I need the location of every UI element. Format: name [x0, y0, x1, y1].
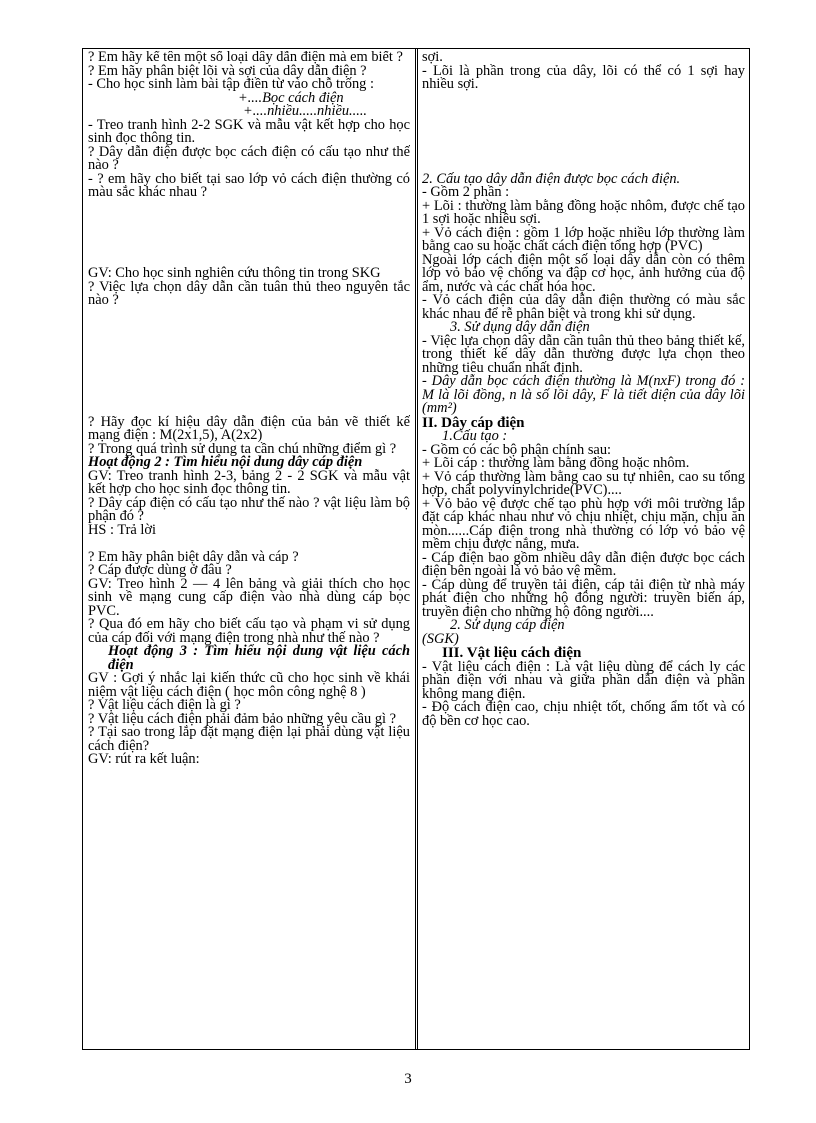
left-paragraph: - Cho học sinh làm bài tập điền từ vào chỗ trống :: [88, 76, 374, 92]
left-paragraph: GV: Treo hình 2 — 4 lên bảng và giải thích cho học sinh về mạng cung cấp điện vào nhà dùng cáp bọc PVC.: [88, 575, 410, 619]
right-paragraph: [422, 132, 745, 146]
right-paragraph: [422, 105, 745, 119]
content-column: [422, 51, 745, 1047]
left-paragraph: ? Dây dẫn điện được bọc cách điện có cấu tạo như thế nào ?: [88, 143, 410, 173]
right-paragraph: - Vật liệu cách điện : Là vật liệu dùng để cách ly các phần điện với nhau và giữa phần dẫn điện và phần không mang điện.: [422, 658, 745, 702]
left-paragraph: [88, 227, 410, 241]
right-paragraph: [422, 92, 745, 106]
left-paragraph: ? Tại sao trong lắp đặt mạng điện lại phải dùng vật liệu cách điện?: [88, 724, 410, 754]
left-paragraph: ? Em hãy phân biệt dây dẫn và cáp ?: [88, 548, 299, 565]
left-paragraph: Hoạt động 2 : Tìm hiểu nội dung dây cáp điện: [88, 454, 363, 470]
left-paragraph: [88, 240, 410, 254]
left-paragraph: ? Việc lựa chọn dây dẫn cần tuân thủ theo nguyên tắc nào ?: [88, 278, 410, 308]
right-paragraph: 2. Sử dụng cáp điện: [450, 617, 565, 633]
left-paragraph: ? Em hãy kể tên một số loại dây dẫn điện mà em biết ?: [88, 51, 403, 65]
right-paragraph: sợi.: [422, 51, 443, 65]
right-paragraph: III. Vật liệu cách điện: [442, 645, 582, 661]
left-paragraph: ? Qua đó em hãy cho biết cấu tạo và phạm vi sử dụng của cáp đối với mạng điện trong nhà như thế nào ?: [88, 616, 410, 646]
left-paragraph: Hoạt động 3 : Tìm hiểu nội dung vật liệu cách điện: [108, 643, 410, 673]
left-paragraph: HS : Trả lời: [88, 521, 156, 538]
left-paragraph: ? Em hãy phân biệt lõi và sợi của dây dẫn điện ?: [88, 62, 367, 79]
right-paragraph: - Cáp dùng để truyền tải điện, cáp tải điện từ nhà máy phát điện cho những hộ đông người: truyền biến áp, truyền điện cho những hộ đông người....: [422, 576, 745, 620]
left-paragraph: ? Hãy đọc kí hiệu dây dẫn điện của bản vẽ thiết kế mạng điện : M(2x1,5), A(2x2): [88, 413, 410, 443]
right-paragraph: - Gồm 2 phần :: [422, 184, 510, 200]
left-paragraph: ? Trong quá trình sử dụng ta cần chú những điểm gì ?: [88, 440, 397, 457]
right-paragraph: + Vỏ bảo vệ được chế tạo phù hợp với môi trường lắp đặt cáp khác nhau như vỏ chịu nhiệt, chịu mặn, chịu ăn mòn......Cáp điện trong nhà thường có lớp vỏ bảo vệ mềm chịu được nắng, mưa.: [422, 495, 745, 552]
right-paragraph: (SGK): [422, 630, 459, 647]
right-paragraph: + Lõi : thường làm bằng đồng hoặc nhôm, được chế tạo 1 sợi hoặc nhiều sợi.: [422, 197, 745, 227]
left-paragraph: [88, 389, 410, 403]
left-paragraph: GV: rút ra kết luận:: [88, 751, 200, 767]
left-paragraph: [88, 335, 410, 349]
page-number: 3: [404, 1071, 412, 1087]
teacher-activities-column: [88, 51, 410, 1047]
right-paragraph: - Việc lựa chọn dây dẫn cần tuân thủ theo bảng thiết kế, trong thiết kế dây dẫn thường được lựa chọn theo những tiêu chuẩn nhất định.: [422, 332, 745, 376]
left-paragraph: [88, 200, 410, 214]
right-paragraph: - Độ cách điện cao, chịu nhiệt tốt, chống ẩm tốt và có độ bền cơ học cao.: [422, 699, 745, 729]
right-paragraph: - Vỏ cách điện của dây dẫn điện thường có màu sắc khác nhau để rễ phân biệt và trong khi sử dụng.: [422, 292, 745, 322]
right-paragraph: Ngoài lớp cách điện một số loại dây dẫn còn có thêm lớp vỏ bảo vệ chống va đập cơ học, ảnh hưởng của độ ẩm, nước và các chất hóa học.: [422, 251, 745, 295]
left-paragraph: +....nhiều.....nhiều.....: [243, 103, 368, 119]
left-paragraph: [88, 213, 410, 227]
right-paragraph: - Gồm có các bộ phận chính sau:: [422, 441, 612, 458]
left-paragraph: - ? em hãy cho biết tại sao lớp vỏ cách điện thường có màu sắc khác nhau ?: [88, 170, 410, 200]
left-paragraph: - Treo tranh hình 2-2 SGK và mẫu vật kết hợp cho học sinh đọc thông tin.: [88, 116, 410, 146]
left-paragraph: ? Dây cáp điện có cấu tạo như thế nào ? vật liệu làm bộ phận đó ?: [88, 494, 410, 524]
left-paragraph: [88, 348, 410, 362]
right-paragraph: II. Dây cáp điện: [422, 414, 525, 431]
left-paragraph: ? Vật liệu cách điện là gì ?: [88, 697, 241, 713]
left-paragraph: [88, 308, 410, 322]
right-paragraph: - Cáp điện bao gồm nhiều dây dẫn điện được bọc cách điện bên ngoài là vỏ bảo vệ mềm.: [422, 549, 745, 579]
left-paragraph: GV : Gợi ý nhắc lại kiến thức cũ cho học sinh về khái niệm vật liệu cách điện ( học môn công nghệ 8 ): [88, 670, 410, 700]
left-paragraph: [88, 375, 410, 389]
left-paragraph: ? Vật liệu cách điện phải đảm bảo những yêu cầu gì ?: [88, 710, 397, 727]
left-paragraph: ? Cáp được dùng ở đâu ?: [88, 562, 232, 578]
right-paragraph: - Dây dẫn bọc cách điện thường là M(nxF) trong đó : M là lõi đồng, n là số lõi dây, F là tiết diện của dây lõi (mm²): [422, 373, 745, 416]
right-paragraph: [422, 146, 745, 160]
right-paragraph: + Vỏ cáp thường làm bằng cao su tự nhiên, cao su tổng hợp, chất polyvinylchride(PVC)....: [422, 468, 745, 498]
right-paragraph: + Vỏ cách điện : gồm 1 lớp hoặc nhiều lớp thường làm bằng cao su hoặc chất cách điện tổng hợp (PVC): [422, 224, 745, 254]
right-paragraph: + Lõi cáp : thường làm bằng đồng hoặc nhôm.: [422, 455, 690, 471]
left-paragraph: GV: Cho học sinh nghiên cứu thông tin trong SKG: [88, 265, 381, 281]
left-paragraph: [88, 321, 410, 335]
right-paragraph: 2. Cấu tạo dây dẫn điện được bọc cách điện.: [422, 170, 681, 187]
left-paragraph: GV: Treo tranh hình 2-3, bảng 2 - 2 SGK và mẫu vật kết hợp cho học sinh đọc thông tin.: [88, 467, 410, 497]
right-paragraph: - Lõi là phần trong của dây, lõi có thể có 1 sợi hay nhiều sợi.: [422, 62, 745, 92]
left-paragraph: [88, 362, 410, 376]
lesson-table: [82, 48, 750, 1050]
right-paragraph: 3. Sử dụng dây dẫn điện: [450, 319, 590, 335]
left-paragraph: +....Bọc cách điện: [238, 89, 344, 106]
right-paragraph: 1.Cấu tạo :: [442, 428, 508, 444]
right-paragraph: [422, 119, 745, 133]
